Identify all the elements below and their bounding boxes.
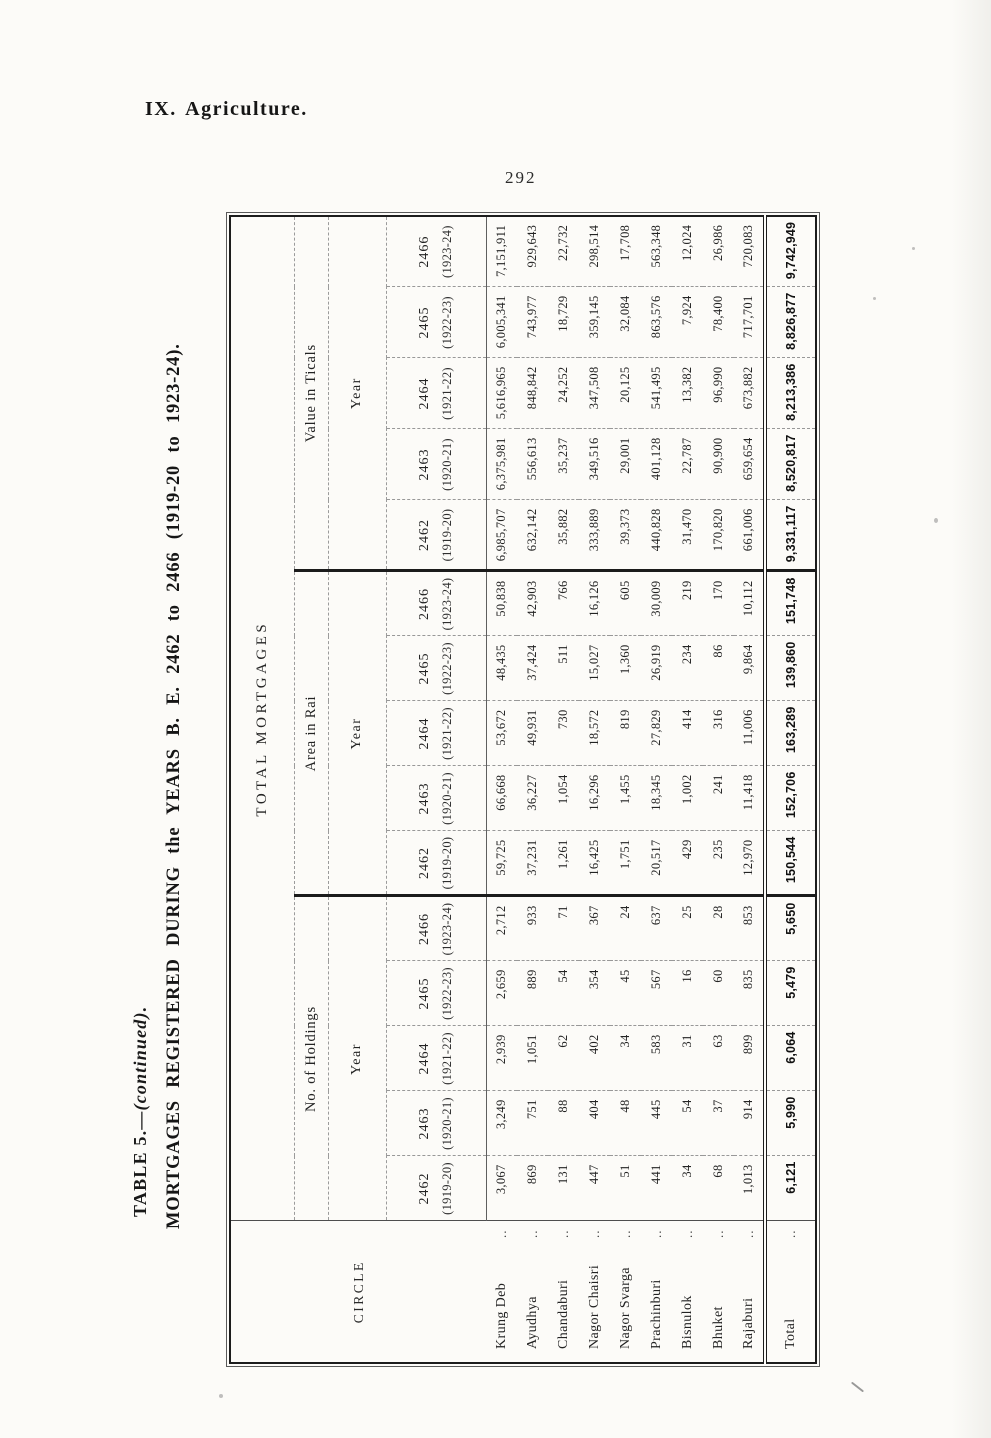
- table-row: [486, 216, 517, 1363]
- data-cell: 445: [641, 1091, 672, 1156]
- data-cell: 717,701: [734, 287, 765, 358]
- year-header: 2465 (1922-23): [386, 961, 486, 1026]
- data-cell: 567: [641, 961, 672, 1026]
- data-cell: 12,970: [734, 831, 765, 896]
- total-cell: 9,331,117: [765, 500, 816, 571]
- row-label-cell: [486, 1221, 517, 1363]
- scan-speck: [873, 297, 876, 300]
- row-label-cell: [703, 1221, 734, 1363]
- data-cell: 10,112: [734, 571, 765, 636]
- data-cell: 869: [517, 1156, 548, 1221]
- data-cell: 35,882: [548, 500, 579, 571]
- circle-name: Krung Deb: [493, 1282, 509, 1349]
- year-header: 2464 (1921-22): [386, 1026, 486, 1091]
- data-cell: 6,375,981: [486, 429, 517, 500]
- data-cell: 90,900: [703, 429, 734, 500]
- total-label-cell: [765, 1221, 816, 1363]
- data-cell: 71: [548, 896, 579, 961]
- data-cell: 170: [703, 571, 734, 636]
- circle-name: Nagor Svarga: [617, 1267, 633, 1349]
- data-cell: 32,084: [610, 287, 641, 358]
- data-cell: 511: [548, 636, 579, 701]
- data-cell: 1,261: [548, 831, 579, 896]
- data-cell: 30,009: [641, 571, 672, 636]
- data-cell: 929,643: [517, 216, 548, 287]
- data-cell: 50,838: [486, 571, 517, 636]
- table-title: [130, 1006, 151, 1217]
- year-header: 2465 (1922-23): [386, 636, 486, 701]
- rotated-table-block: [130, 212, 830, 1367]
- table-title-continued: (continued).: [130, 1005, 150, 1111]
- data-cell: 13,382: [672, 358, 703, 429]
- data-cell: 78,400: [703, 287, 734, 358]
- data-cell: 62: [548, 1026, 579, 1091]
- year-header: 2462 (1919-20): [386, 500, 486, 571]
- data-cell: 6,005,341: [486, 287, 517, 358]
- data-cell: 402: [579, 1026, 610, 1091]
- data-cell: 234: [672, 636, 703, 701]
- data-cell: 18,729: [548, 287, 579, 358]
- data-cell: 316: [703, 701, 734, 766]
- data-cell: 7,924: [672, 287, 703, 358]
- data-cell: 22,787: [672, 429, 703, 500]
- data-cell: 440,828: [641, 500, 672, 571]
- data-cell: 59,725: [486, 831, 517, 896]
- data-cell: 3,249: [486, 1091, 517, 1156]
- data-cell: 26,919: [641, 636, 672, 701]
- data-cell: 20,517: [641, 831, 672, 896]
- table-row: [579, 216, 610, 1363]
- year-header: 2463 (1920-21): [386, 1091, 486, 1156]
- group-header-ticals: Value in Ticals: [294, 216, 328, 571]
- data-cell: 27,829: [641, 701, 672, 766]
- data-cell: 743,977: [517, 287, 548, 358]
- leader-dots: ..: [679, 1229, 695, 1238]
- data-cell: 48: [610, 1091, 641, 1156]
- total-cell: 9,742,949: [765, 216, 816, 287]
- total-cell: 163,289: [765, 701, 816, 766]
- data-cell: 18,345: [641, 766, 672, 831]
- data-cell: 235: [703, 831, 734, 896]
- data-cell: 37: [703, 1091, 734, 1156]
- year-header: 2463 (1920-21): [386, 766, 486, 831]
- data-cell: 766: [548, 571, 579, 636]
- scan-speck: [219, 1394, 223, 1398]
- data-cell: 34: [672, 1156, 703, 1221]
- table-row: [641, 216, 672, 1363]
- data-cell: 863,576: [641, 287, 672, 358]
- data-cell: 441: [641, 1156, 672, 1221]
- row-label-cell: [734, 1221, 765, 1363]
- year-header: 2464 (1921-22): [386, 358, 486, 429]
- data-cell: 39,373: [610, 500, 641, 571]
- data-cell: 219: [672, 571, 703, 636]
- data-cell: 29,001: [610, 429, 641, 500]
- data-cell: 1,455: [610, 766, 641, 831]
- data-cell: 2,939: [486, 1026, 517, 1091]
- data-cell: 28: [703, 896, 734, 961]
- total-cell: 6,064: [765, 1026, 816, 1091]
- circle-name: Bisnulok: [679, 1295, 695, 1349]
- data-cell: 96,990: [703, 358, 734, 429]
- data-cell: 1,051: [517, 1026, 548, 1091]
- data-cell: 170,820: [703, 500, 734, 571]
- data-cell: 835: [734, 961, 765, 1026]
- year-header: 2466 (1923-24): [386, 571, 486, 636]
- data-cell: 16,425: [579, 831, 610, 896]
- year-header: 2465 (1922-23): [386, 287, 486, 358]
- data-cell: 25: [672, 896, 703, 961]
- total-cell: 8,520,817: [765, 429, 816, 500]
- data-cell: 15,027: [579, 636, 610, 701]
- data-cell: 583: [641, 1026, 672, 1091]
- data-cell: 349,516: [579, 429, 610, 500]
- scan-speck: [851, 1382, 864, 1393]
- table-row: [548, 216, 579, 1363]
- table-row: [734, 216, 765, 1363]
- data-cell: 42,903: [517, 571, 548, 636]
- data-cell: 632,142: [517, 500, 548, 571]
- data-cell: 7,151,911: [486, 216, 517, 287]
- data-cell: 37,424: [517, 636, 548, 701]
- data-cell: 131: [548, 1156, 579, 1221]
- data-cell: 2,712: [486, 896, 517, 961]
- section-header: IX. Agriculture.: [145, 98, 308, 120]
- total-cell: 5,479: [765, 961, 816, 1026]
- table-header: [230, 216, 486, 1363]
- leader-dots: ..: [555, 1229, 571, 1238]
- data-cell: 60: [703, 961, 734, 1026]
- leader-dots: ..: [617, 1229, 633, 1238]
- year-header: 2464 (1921-22): [386, 701, 486, 766]
- row-label-cell: [579, 1221, 610, 1363]
- data-cell: 914: [734, 1091, 765, 1156]
- data-cell: 6,985,707: [486, 500, 517, 571]
- total-cell: 8,213,386: [765, 358, 816, 429]
- data-cell: 54: [672, 1091, 703, 1156]
- circle-name: Rajaburi: [740, 1297, 756, 1349]
- data-cell: 354: [579, 961, 610, 1026]
- data-cell: 1,013: [734, 1156, 765, 1221]
- data-cell: 16,126: [579, 571, 610, 636]
- year-header: 2463 (1920-21): [386, 429, 486, 500]
- data-cell: 1,002: [672, 766, 703, 831]
- data-cell: 541,495: [641, 358, 672, 429]
- data-cell: 298,514: [579, 216, 610, 287]
- data-cell: 34: [610, 1026, 641, 1091]
- total-cell: 150,544: [765, 831, 816, 896]
- page-number: 292: [505, 168, 537, 187]
- total-row: [765, 216, 816, 1363]
- data-cell: 5,616,965: [486, 358, 517, 429]
- year-subheader-holdings: Year: [328, 896, 386, 1221]
- data-cell: 86: [703, 636, 734, 701]
- data-cell: 605: [610, 571, 641, 636]
- data-cell: 26,986: [703, 216, 734, 287]
- leader-dots: ..: [783, 1229, 798, 1238]
- scan-speck: [912, 247, 915, 250]
- year-header: 2462 (1919-20): [386, 831, 486, 896]
- table-row: [610, 216, 641, 1363]
- year-header: 2466 (1923-24): [386, 896, 486, 961]
- data-cell: 66,668: [486, 766, 517, 831]
- data-cell: 16: [672, 961, 703, 1026]
- data-cell: 889: [517, 961, 548, 1026]
- circle-name: Chandaburi: [555, 1279, 571, 1349]
- data-cell: 853: [734, 896, 765, 961]
- data-cell: 18,572: [579, 701, 610, 766]
- data-cell: 333,889: [579, 500, 610, 571]
- group-header-holdings: No. of Holdings: [294, 896, 328, 1221]
- total-cell: 5,990: [765, 1091, 816, 1156]
- data-cell: 16,296: [579, 766, 610, 831]
- circle-name: Prachinburi: [648, 1279, 664, 1349]
- data-cell: 31,470: [672, 500, 703, 571]
- table-row: [672, 216, 703, 1363]
- year-subheader-ticals: Year: [328, 216, 386, 571]
- leader-dots: ..: [524, 1229, 540, 1238]
- data-cell: 9,864: [734, 636, 765, 701]
- row-label-cell: [610, 1221, 641, 1363]
- data-cell: 730: [548, 701, 579, 766]
- data-cell: 31: [672, 1026, 703, 1091]
- data-cell: 3,067: [486, 1156, 517, 1221]
- row-label-cell: [672, 1221, 703, 1363]
- data-cell: 1,751: [610, 831, 641, 896]
- data-cell: 24: [610, 896, 641, 961]
- data-cell: 11,006: [734, 701, 765, 766]
- leader-dots: ..: [586, 1229, 602, 1238]
- data-cell: 63: [703, 1026, 734, 1091]
- total-mortgages-header: TOTAL MORTGAGES: [230, 216, 294, 1221]
- data-cell: 2,659: [486, 961, 517, 1026]
- row-label-cell: [641, 1221, 672, 1363]
- data-cell: 359,145: [579, 287, 610, 358]
- data-cell: 12,024: [672, 216, 703, 287]
- data-cell: 11,418: [734, 766, 765, 831]
- group-header-area: Area in Rai: [294, 571, 328, 896]
- table-body: [486, 216, 816, 1363]
- row-label-cell: [517, 1221, 548, 1363]
- data-cell: 447: [579, 1156, 610, 1221]
- scan-speck: [934, 518, 938, 523]
- circle-name: Nagor Chaisri: [586, 1264, 602, 1349]
- data-cell: 819: [610, 701, 641, 766]
- data-cell: 49,931: [517, 701, 548, 766]
- data-cell: 637: [641, 896, 672, 961]
- total-label: Total: [783, 1318, 798, 1349]
- data-cell: 51: [610, 1156, 641, 1221]
- data-cell: 241: [703, 766, 734, 831]
- total-cell: 6,121: [765, 1156, 816, 1221]
- data-cell: 659,654: [734, 429, 765, 500]
- data-cell: 37,231: [517, 831, 548, 896]
- data-cell: 88: [548, 1091, 579, 1156]
- data-cell: 563,348: [641, 216, 672, 287]
- table-border-frame: [226, 212, 820, 1367]
- table-title-prefix: TABLE 5.—: [130, 1110, 150, 1217]
- total-cell: 5,650: [765, 896, 816, 961]
- data-cell: 36,227: [517, 766, 548, 831]
- circle-column-header: CIRCLE: [350, 1260, 366, 1324]
- data-cell: 720,083: [734, 216, 765, 287]
- leader-dots: ..: [740, 1229, 756, 1238]
- data-cell: 54: [548, 961, 579, 1026]
- year-header: 2462 (1919-20): [386, 1156, 486, 1221]
- data-cell: 429: [672, 831, 703, 896]
- circle-name: Ayudhya: [524, 1296, 540, 1349]
- year-subheader-area: Year: [328, 571, 386, 896]
- data-cell: 556,613: [517, 429, 548, 500]
- total-cell: 8,826,877: [765, 287, 816, 358]
- mortgages-table: [229, 215, 817, 1364]
- data-cell: 24,252: [548, 358, 579, 429]
- data-cell: 848,842: [517, 358, 548, 429]
- data-cell: 68: [703, 1156, 734, 1221]
- data-cell: 404: [579, 1091, 610, 1156]
- table-row: [703, 216, 734, 1363]
- data-cell: 899: [734, 1026, 765, 1091]
- total-cell: 152,706: [765, 766, 816, 831]
- data-cell: 673,882: [734, 358, 765, 429]
- leader-dots: ..: [493, 1229, 509, 1238]
- table-subtitle: MORTGAGES REGISTERED DURING the YEARS B. E. 2462 to 2466 (1919-20 to 1923-24).: [164, 343, 184, 1229]
- year-header: 2466 (1923-24): [386, 216, 486, 287]
- data-cell: 751: [517, 1091, 548, 1156]
- row-label-cell: [548, 1221, 579, 1363]
- data-cell: 367: [579, 896, 610, 961]
- total-cell: 139,860: [765, 636, 816, 701]
- table-row: [517, 216, 548, 1363]
- circle-name: Bhuket: [710, 1306, 726, 1349]
- data-cell: 414: [672, 701, 703, 766]
- data-cell: 22,732: [548, 216, 579, 287]
- data-cell: 53,672: [486, 701, 517, 766]
- data-cell: 661,006: [734, 500, 765, 571]
- data-cell: 401,128: [641, 429, 672, 500]
- data-cell: 347,508: [579, 358, 610, 429]
- total-cell: 151,748: [765, 571, 816, 636]
- leader-dots: ..: [648, 1229, 664, 1238]
- data-cell: 1,054: [548, 766, 579, 831]
- data-cell: 35,237: [548, 429, 579, 500]
- data-cell: 933: [517, 896, 548, 961]
- data-cell: 45: [610, 961, 641, 1026]
- leader-dots: ..: [710, 1229, 726, 1238]
- data-cell: 48,435: [486, 636, 517, 701]
- data-cell: 20,125: [610, 358, 641, 429]
- data-cell: 17,708: [610, 216, 641, 287]
- data-cell: 1,360: [610, 636, 641, 701]
